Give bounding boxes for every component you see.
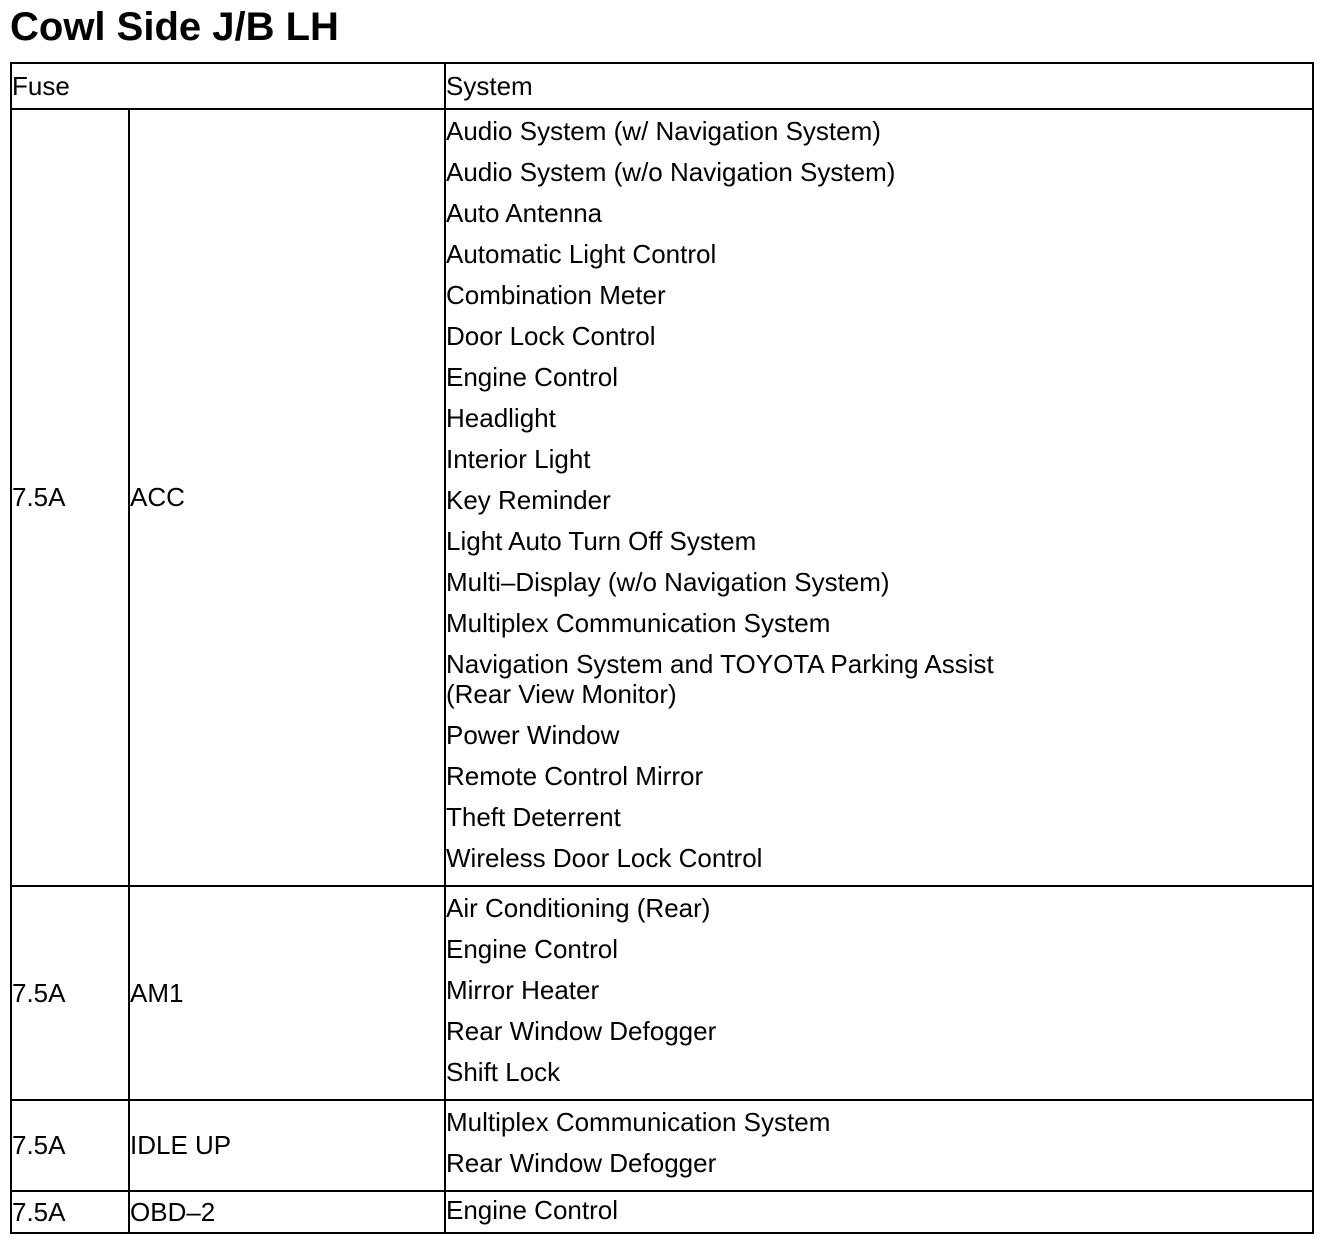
- system-cell: [445, 1191, 1313, 1233]
- fuse-name: ACC: [129, 109, 445, 886]
- fuse-table: [10, 62, 1314, 1234]
- system-item: Audio System (w/o Navigation System): [446, 157, 896, 187]
- system-item: Air Conditioning (Rear): [446, 893, 711, 923]
- system-item: Light Auto Turn Off System: [446, 526, 757, 556]
- system-list: [446, 887, 1312, 1099]
- system-item: Key Reminder: [446, 485, 611, 515]
- system-item: Rear Window Defogger: [446, 1148, 717, 1178]
- system-list: [446, 1101, 1312, 1190]
- fuse-header: Fuse: [11, 63, 445, 109]
- system-header: System: [445, 63, 1313, 109]
- system-item: Audio System (w/ Navigation System): [446, 116, 881, 146]
- system-item: Engine Control: [446, 934, 618, 964]
- system-item: Shift Lock: [446, 1057, 561, 1087]
- fuse-name: AM1: [129, 886, 445, 1100]
- system-item: Wireless Door Lock Control: [446, 843, 763, 873]
- system-item: Engine Control: [446, 362, 618, 392]
- fuse-row: [11, 1100, 1313, 1191]
- system-item: Door Lock Control: [446, 321, 656, 351]
- fuse-row: [11, 1191, 1313, 1233]
- system-item: Multiplex Communication System: [446, 1107, 831, 1137]
- fuse-name: OBD–2: [129, 1191, 445, 1233]
- fuse-amperage: 7.5A: [11, 1191, 129, 1233]
- fuse-amperage: 7.5A: [11, 886, 129, 1100]
- fuse-row: [11, 109, 1313, 886]
- fuse-row: [11, 886, 1313, 1100]
- system-item: Navigation System and TOYOTA Parking Assist (Rear View Monitor): [446, 649, 994, 709]
- system-item: Multiplex Communication System: [446, 608, 831, 638]
- system-cell: [445, 109, 1313, 886]
- system-cell: [445, 1100, 1313, 1191]
- system-list: [446, 110, 1312, 885]
- system-item: Power Window: [446, 720, 620, 750]
- system-item: Combination Meter: [446, 280, 666, 310]
- fuse-amperage: 7.5A: [11, 1100, 129, 1191]
- system-item: Mirror Heater: [446, 975, 600, 1005]
- fuse-amperage: 7.5A: [11, 109, 129, 886]
- system-item: Multi–Display (w/o Navigation System): [446, 567, 890, 597]
- system-cell: [445, 886, 1313, 1100]
- system-item: Remote Control Mirror: [446, 761, 704, 791]
- system-item: Interior Light: [446, 444, 591, 474]
- system-item: Automatic Light Control: [446, 239, 717, 269]
- system-item: Headlight: [446, 403, 556, 433]
- system-item: Auto Antenna: [446, 198, 603, 228]
- system-item: Engine Control: [446, 1195, 618, 1225]
- system-item: Rear Window Defogger: [446, 1016, 717, 1046]
- fuse-name: IDLE UP: [129, 1100, 445, 1191]
- page-title: Cowl Side J/B LH: [10, 5, 339, 49]
- header-row: [11, 63, 1313, 109]
- system-item: Theft Deterrent: [446, 802, 621, 832]
